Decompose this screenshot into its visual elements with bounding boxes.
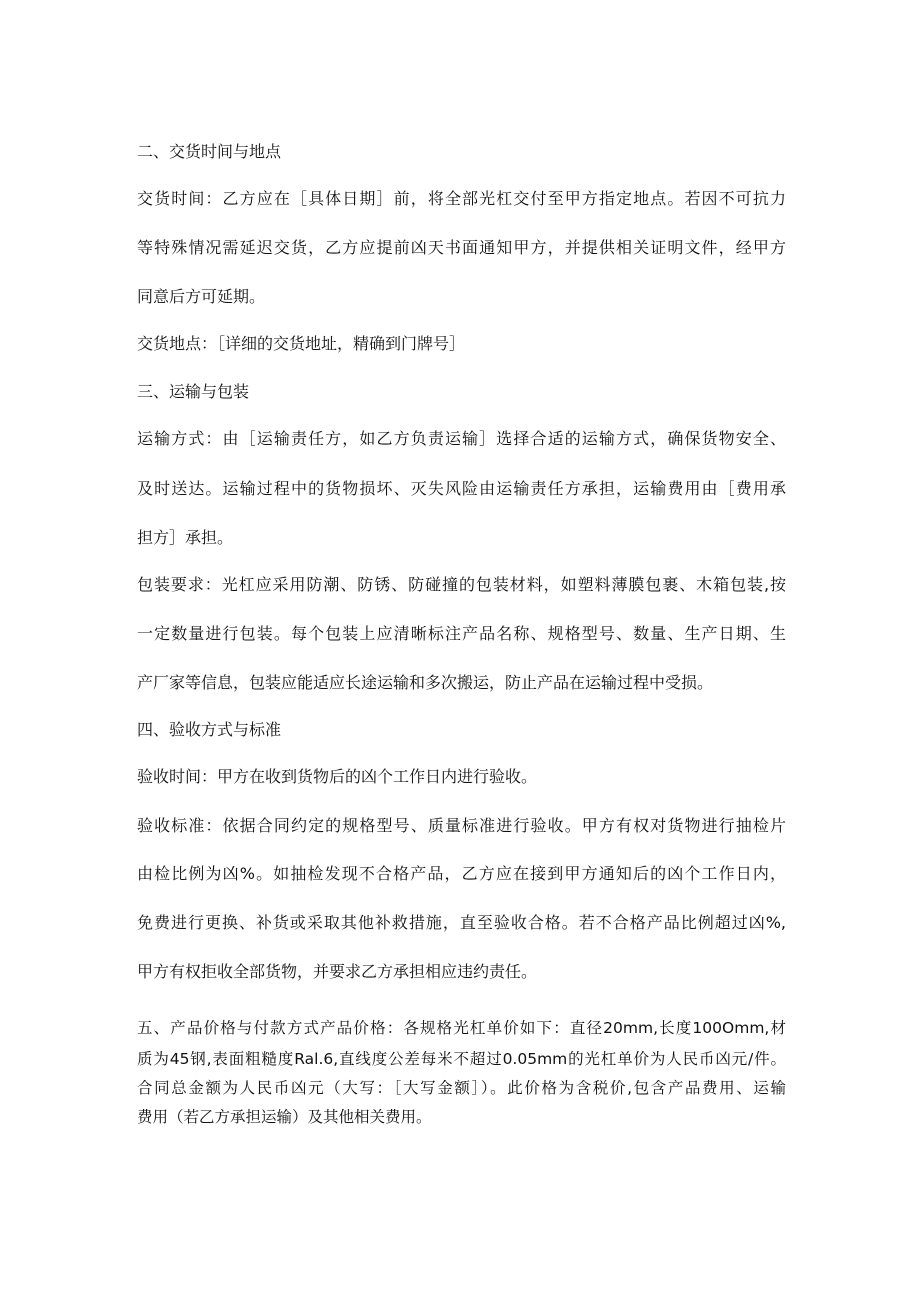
paragraph-line: 费用（若乙方承担运输）及其他相关费用。 [137, 1108, 432, 1126]
paragraph-line: 合同总金额为人民币凶元（大写：［大写金额］）。此价格为含税价,包含产品费用、运输 [137, 1079, 786, 1097]
paragraph-line: 由检比例为凶%。如抽检发现不合格产品，乙方应在接到甲方通知后的凶个工作日内， [137, 864, 786, 883]
paragraph-line: 免费进行更换、补货或采取其他补救措施，直至验收合格。若不合格产品比例超过凶%, [137, 913, 786, 932]
paragraph-line: 及时送达。运输过程中的货物损坏、灭失风险由运输责任方承担，运输费用由［费用承 [137, 479, 786, 498]
paragraph-line: 同意后方可延期。 [137, 287, 266, 306]
paragraph-line: 产厂家等信息，包装应能适应长途运输和多次搬运，防止产品在运输过程中受损。 [137, 673, 714, 692]
paragraph-line: 一定数量进行包装。每个包装上应清晰标注产品名称、规格型号、数量、生产日期、生 [137, 624, 786, 643]
paragraph-line: 质为45钢,表面粗糙度Ral.6,直线度公差每米不超过0.05mm的光杠单价为人民币凶元/件。 [137, 1050, 786, 1068]
section-heading-acceptance: 四、验收方式与标准 [137, 720, 282, 739]
paragraph-line: 交货时间：乙方应在［具体日期］前，将全部光杠交付至甲方指定地点。若因不可抗力 [137, 189, 786, 208]
paragraph-line: 五、产品价格与付款方式产品价格：各规格光杠单价如下：直径20mm,长度100Omm,材 [137, 1019, 786, 1037]
paragraph-line: 交货地点：［详细的交货地址，精确到门牌号］ [137, 334, 466, 353]
paragraph-line: 运输方式：由［运输责任方，如乙方负责运输］选择合适的运输方式，确保货物安全、 [137, 429, 786, 448]
paragraph-line: 甲方有权拒收全部货物，并要求乙方承担相应违约责任。 [137, 962, 538, 981]
paragraph-line: 验收时间：甲方在收到货物后的凶个工作日内进行验收。 [137, 767, 538, 786]
paragraph-line: 验收标准：依据合同约定的规格型号、质量标准进行验收。甲方有权对货物进行抽检片 [137, 816, 786, 835]
paragraph-line: 包装要求：光杠应采用防潮、防锈、防碰撞的包装材料，如塑料薄膜包裹、木箱包装,按 [137, 575, 786, 594]
section-heading-transport: 三、运输与包装 [137, 382, 250, 401]
paragraph-line: 担方］承担。 [137, 528, 234, 547]
section-heading-delivery: 二、交货时间与地点 [137, 142, 282, 161]
paragraph-line: 等特殊情况需延迟交货，乙方应提前凶天书面通知甲方，并提供相关证明文件，经甲方 [137, 238, 786, 257]
